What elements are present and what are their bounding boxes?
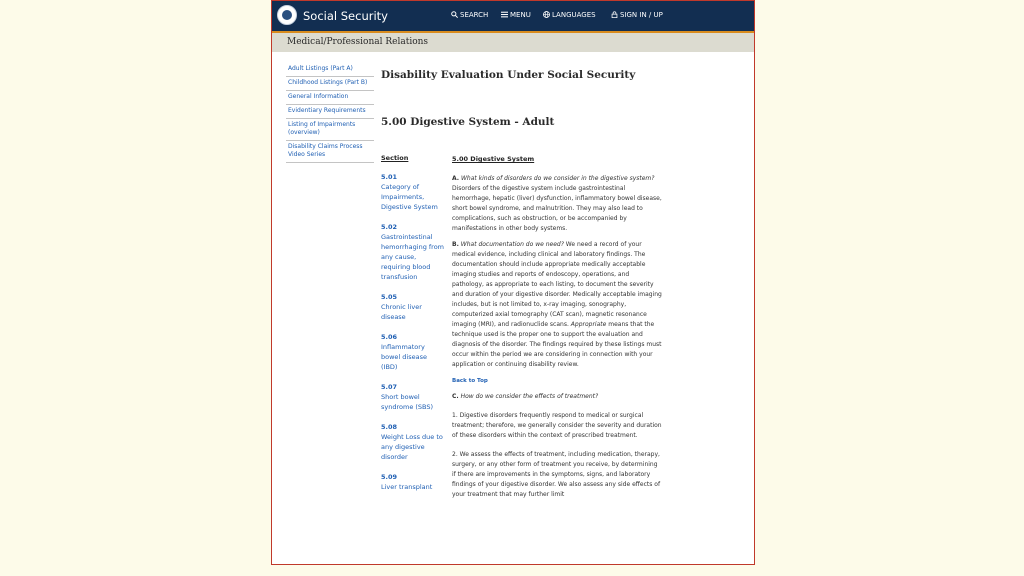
toc-number: 5.05 (381, 293, 398, 301)
paragraph-label: C. (452, 393, 459, 400)
nav-languages-label: LANGUAGES (552, 11, 596, 19)
top-navigation-bar (272, 1, 754, 33)
toc-number: 5.06 (381, 333, 398, 341)
toc-item-5-08[interactable] (381, 422, 445, 462)
toc-label: Weight Loss due to any digestive disorder (381, 433, 443, 461)
section-bar (272, 33, 754, 52)
toc-number: 5.02 (381, 223, 398, 231)
sidebar-item-adult-listings[interactable]: Adult Listings (Part A) (286, 63, 374, 77)
paragraph-c (452, 392, 662, 402)
toc-item-5-09[interactable] (381, 472, 445, 492)
nav-languages[interactable] (543, 11, 596, 19)
paragraph-a (452, 174, 662, 234)
sidebar-item-listing-of-impairments[interactable]: Listing of Impairments (overview) (286, 119, 374, 141)
sidebar-item-childhood-listings[interactable]: Childhood Listings (Part B) (286, 77, 374, 91)
section-bar-title: Medical/Professional Relations (287, 37, 429, 47)
paragraph-label: B. (452, 241, 459, 248)
section-body-header: 5.00 Digestive System (452, 155, 535, 163)
paragraph-c1: 1. Digestive disorders frequently respond to medical or surgical treatment; therefore, we generally consider the severity and duration of these disorders within the context of prescribed treatment. (452, 412, 662, 439)
back-to-top-link[interactable]: Back to Top (452, 378, 488, 384)
paragraph-c2: 2. We assess the effects of treatment, including medication, therapy, surgery, or any other form of treatment you receive, by determining if there are improvements in the symptoms, signs, and laboratory findings of your digestive disorder. We also assess any side effects of your treatment that may further limit (452, 451, 661, 498)
paragraph-text: We need a record of your medical evidence, including clinical and laboratory findings. The documentation should include appropriate medically acceptable imaging studies and reports of endoscopy, operations, and pathology, as appropriate to each listing, to document the severity and duration of your digestive disorder. Medically acceptable imaging includes, but is not limited to, x-ray imaging, sonography, computerized axial tomography (CAT scan), magnetic resonance imaging (MRI), and radionuclide scans. (452, 241, 662, 328)
paragraph-label: A. (452, 175, 460, 182)
nav-sign-in-label: SIGN IN / UP (620, 11, 663, 19)
paragraph-question: What kinds of disorders do we consider in the digestive system? (460, 175, 655, 182)
toc-item-5-07[interactable] (381, 382, 445, 412)
search-icon (451, 11, 458, 18)
toc-label: Chronic liver disease (381, 303, 422, 321)
brand-name[interactable]: Social Security (303, 9, 388, 23)
globe-icon (543, 11, 550, 18)
section-body (452, 154, 662, 506)
paragraph-question: What documentation do we need? (460, 241, 564, 248)
toc-item-5-06[interactable] (381, 332, 445, 372)
toc-label: Liver transplant (381, 483, 433, 491)
nav-menu-label: MENU (510, 11, 531, 19)
main-content (381, 68, 662, 498)
paragraph-text: Disorders of the digestive system include gastrointestinal hemorrhage, hepatic (liver) dysfunction, inflammatory bowel disease, short bowel syndrome, and malnutrition. They may also lead to complications, such as obstruction, or be accompanied by manifestations in other body systems. (452, 185, 662, 232)
toc-item-5-02[interactable] (381, 222, 445, 282)
paragraph-b (452, 240, 662, 370)
toc-label: Gastrointestinal hemorrhaging from any cause, requiring blood transfusion (381, 233, 445, 281)
sidebar-item-video-series[interactable]: Disability Claims Process Video Series (286, 141, 374, 163)
ssa-seal-logo[interactable] (277, 5, 297, 25)
sidebar-item-evidentiary-requirements[interactable]: Evidentiary Requirements (286, 105, 374, 119)
toc-label: Inflammatory bowel disease (IBD) (381, 343, 427, 371)
menu-icon (501, 11, 508, 18)
toc-label: Short bowel syndrome (SBS) (381, 393, 434, 411)
toc-header: Section (381, 154, 409, 162)
nav-search-label: SEARCH (460, 11, 489, 19)
nav-menu[interactable] (501, 11, 531, 19)
nav-sign-in[interactable] (611, 11, 663, 19)
paragraph-emphasis: Appropriate (570, 321, 607, 328)
nav-search[interactable] (451, 11, 488, 19)
paragraph-question: How do we consider the effects of treatment? (460, 393, 599, 400)
toc-item-5-01[interactable] (381, 172, 445, 212)
paragraph-text: means that the technique used is the proper one to support the evaluation and diagnosis of the disorder. The findings required by these listings must occur within the period we are considering in connection with your application or continuing disability review. (452, 321, 662, 368)
section-toc (381, 154, 445, 502)
sidebar-item-general-information[interactable]: General Information (286, 91, 374, 105)
toc-number: 5.09 (381, 473, 398, 481)
toc-number: 5.08 (381, 423, 398, 431)
sidebar (286, 63, 374, 163)
page-title: Disability Evaluation Under Social Security (381, 69, 636, 81)
page-subtitle: 5.00 Digestive System - Adult (381, 116, 555, 128)
toc-number: 5.01 (381, 173, 398, 181)
page-container (271, 0, 755, 565)
toc-item-5-05[interactable] (381, 292, 445, 322)
toc-label: Category of Impairments, Digestive System (381, 183, 438, 211)
lock-icon (611, 11, 618, 18)
toc-number: 5.07 (381, 383, 398, 391)
